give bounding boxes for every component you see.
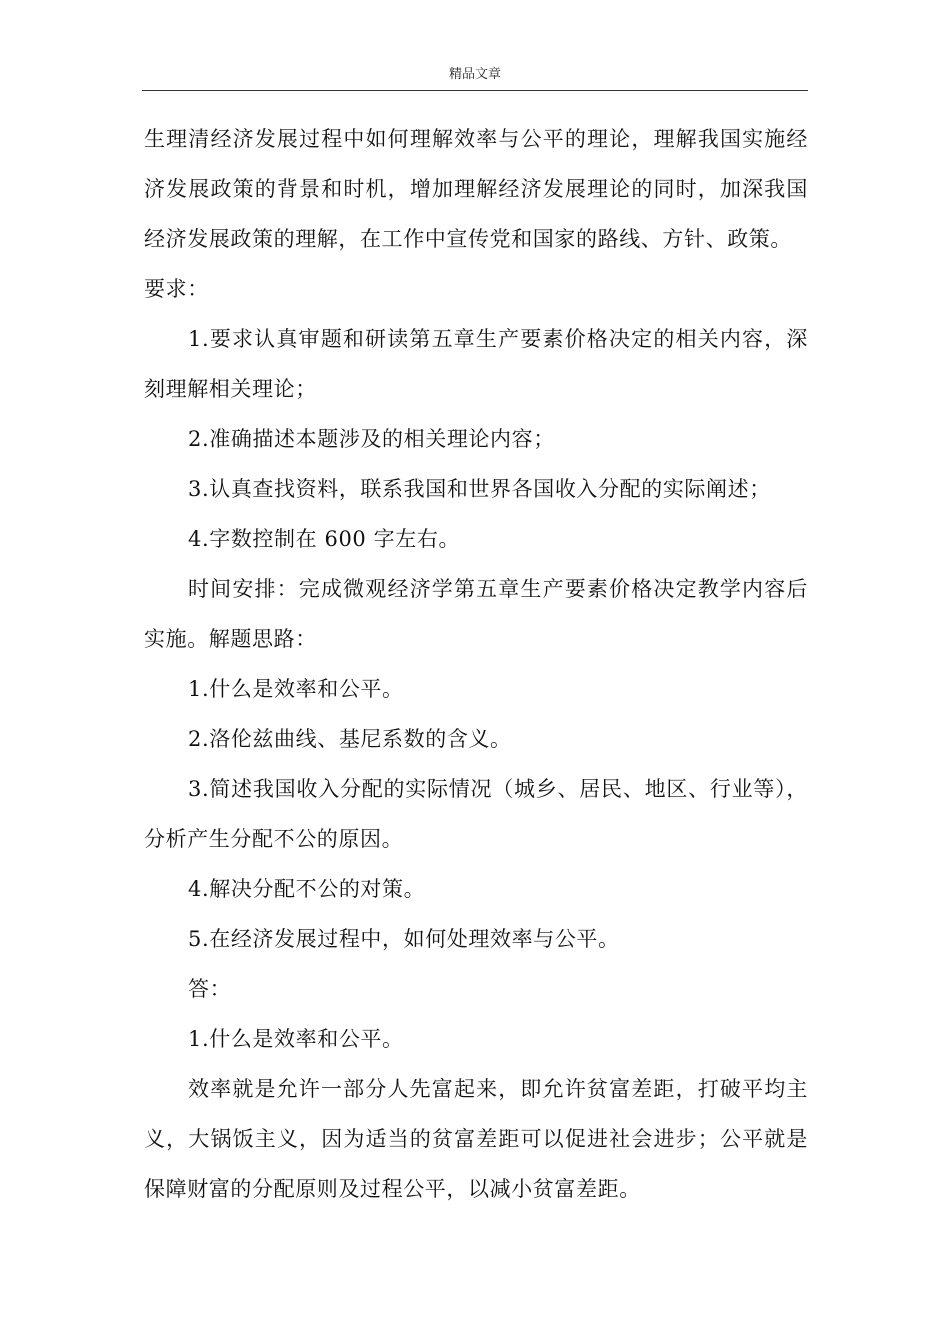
- document-body: [144, 114, 808, 1214]
- paragraph: 3.认真查找资料，联系我国和世界各国收入分配的实际阐述；: [188, 477, 771, 501]
- paragraph: 5.在经济发展过程中，如何处理效率与公平。: [188, 927, 620, 951]
- paragraph: 答：: [188, 977, 232, 1001]
- paragraph: 1.什么是效率和公平。: [188, 677, 404, 701]
- paragraph: 2.准确描述本题涉及的相关理论内容；: [188, 427, 555, 451]
- header-title: 精品文章: [448, 67, 501, 82]
- page-header: [142, 66, 808, 91]
- paragraph: 生理清经济发展过程中如何理解效率与公平的理论，理解我国实施经济发展政策的背景和时机，增加理解经济发展理论的同时，加深我国经济发展政策的理解，在工作中宣传党和国家的路线、方针、政策。: [144, 127, 808, 251]
- paragraph: 2.洛伦兹曲线、基尼系数的含义。: [188, 727, 512, 751]
- paragraph: 要求：: [144, 277, 209, 301]
- paragraph: 1.什么是效率和公平。: [188, 1027, 404, 1051]
- paragraph: 4.字数控制在 600 字左右。: [188, 527, 461, 551]
- paragraph: 4.解决分配不公的对策。: [188, 877, 426, 901]
- paragraph: 3.简述我国收入分配的实际情况（城乡、居民、地区、行业等），分析产生分配不公的原因。: [144, 777, 808, 851]
- paragraph: 时间安排：完成微观经济学第五章生产要素价格决定教学内容后实施。解题思路：: [144, 577, 808, 651]
- paragraph: 效率就是允许一部分人先富起来，即允许贫富差距，打破平均主义，大锅饭主义，因为适当的贫富差距可以促进社会进步；公平就是保障财富的分配原则及过程公平，以减小贫富差距。: [144, 1077, 808, 1201]
- paragraph: 1.要求认真审题和研读第五章生产要素价格决定的相关内容，深刻理解相关理论；: [144, 327, 808, 401]
